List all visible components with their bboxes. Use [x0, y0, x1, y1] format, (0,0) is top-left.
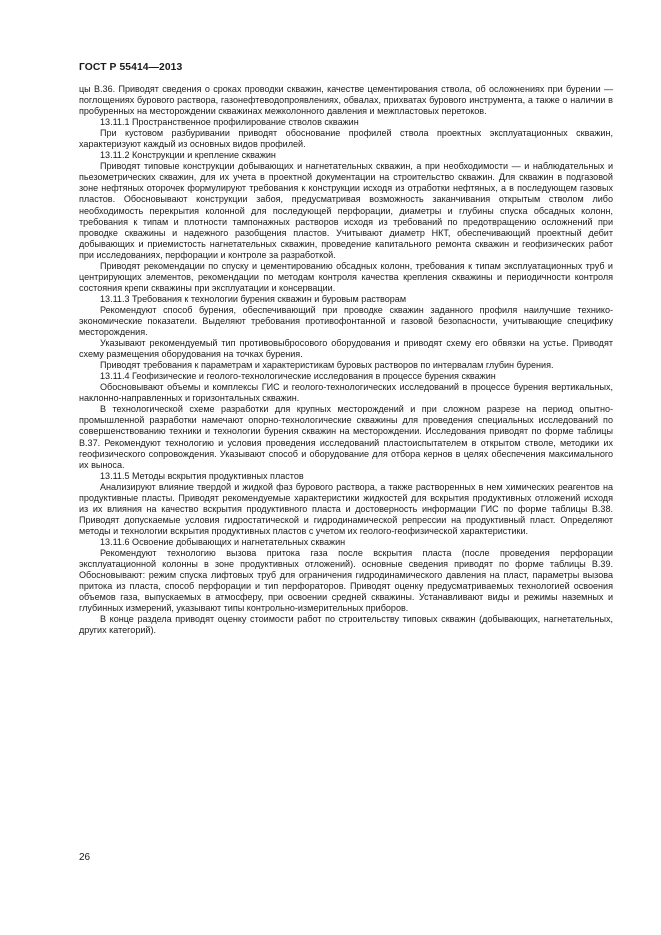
paragraph: В технологической схеме разработки для крупных месторождений и при сложном разрезе на период опытно-промышленной разработки намечают опорно-технологические скважины для проведения специальных исследований по совершенствованию техники и технологии бурения скважин на месторождении. Исследования приводят по форме таблицы В.37. Рекомендуют технологию и условия проведения исследований пластоиспытателем в открытом стволе, методики их геофизического сопровождения. Указывают способ и оборудование для отбора кернов в целях обеспечения максимального их выноса.: [79, 404, 613, 470]
paragraph: Приводят требования к параметрам и характеристикам буровых растворов по интервалам глубин бурения.: [100, 360, 554, 371]
paragraph: Приводят типовые конструкции добывающих и нагнетательных скважин, а при необходимости — и наблюдательных и пьезометрических скважин, для их учета в проектной документации на строительство скважин. Для скважин в подгазовой зоне нефтяных оторочек формулируют требования к конструкции исходя из отработки нефтяных, а в последующем газовых пластов. Обосновывают конструкции забоя, предусматривая возможность заканчивания открытым стволом либо необходимость перекрытия колонной для последующей перфорации, диаметры и глубины спуска обсадных колонн, требования к типам и плотности тампонажных растворов исходя из требований по предотвращению осложнений при проводке скважины и надежного разобщения пластов. Учитывают диаметр НКТ, обеспечивающий проектный дебит добывающих и приемистость нагнетательных скважин, проведение капитального ремонта скважин и геофизических работ при исследованиях, перфорации и контроле за разработкой.: [79, 161, 613, 260]
section-heading: 13.11.4 Геофизические и геолого-технологические исследования в процессе бурения скважин: [100, 371, 496, 382]
section-heading: 13.11.1 Пространственное профилирование стволов скважин: [100, 117, 359, 128]
section-heading: 13.11.3 Требования к технологии бурения скважин и буровым растворам: [100, 293, 407, 304]
section-heading: 13.11.2 Конструкции и крепление скважин: [100, 150, 276, 161]
paragraph: Указывают рекомендуемый тип противовыбросового оборудования и приводят схему его обвязки на устье. Приводят схему размещения оборудования на точках бурения.: [79, 338, 613, 360]
page-number: 26: [79, 852, 91, 863]
paragraph: Приводят рекомендации по спуску и цементированию обсадных колонн, требования к типам эксплуатационных труб и центрирующих элементов, рекомендации по методам контроля качества крепления скважины и периодичности контроля состояния крепи скважины при эксплуатации и консервации.: [79, 260, 613, 293]
paragraph: Анализируют влияние твердой и жидкой фаз бурового раствора, а также растворенных в нем химических реагентов на продуктивные пласты. Приводят рекомендуемые характеристики жидкостей для вскрытия продуктивных отложений исходя из их влияния на качество вскрытия продуктивного пласта и достоверность информации ГИС по форме таблицы В.38. Приводят допускаемые условия гидростатической и гидродинамической репрессии на продуктивный пласт. Определяют методы и технологии вскрытия продуктивных пластов с учетом их геолого-геофизической характеристики.: [79, 481, 613, 536]
paragraph: Рекомендуют технологию вызова притока газа после вскрытия пласта (после проведения перфорации эксплуатационной колонны в зоне продуктивных отложений). основные сведения приводят по форме таблицы В.39. Обосновывают: режим спуска лифтовых труб для ограничения гидродинамического давления на пласт, параметры вызова притока из пласта, способ перфорации и тип перфораторов. Приводят оценку предусматриваемых технологией освоения объемов газа, выпускаемых в атмосферу, при освоении средней скважины. Устанавливают виды и режимы наземных и глубинных измерений, указывают типы контрольно-измерительных приборов.: [79, 547, 613, 614]
section-heading: 13.11.5 Методы вскрытия продуктивных пластов: [100, 470, 304, 481]
paragraph: Рекомендуют способ бурения, обеспечивающий при проводке скважин заданного профиля наилучшие технико-экономические показатели. Выделяют требования противофонтанной и газовой безопасности, учитывающие специфику месторождения.: [79, 304, 613, 338]
document-body: [79, 84, 613, 636]
paragraph: При кустовом разбуривании приводят обоснование профилей ствола проектных эксплуатационных скважин, характеризуют каждый из основных видов профилей.: [79, 128, 613, 150]
paragraph: В конце раздела приводят оценку стоимости работ по строительству типовых скважин (добывающих, нагнетательных, других категорий).: [79, 614, 613, 636]
paragraph: цы В.36. Приводят сведения о сроках проводки скважин, качестве цементирования ствола, об осложнениях при бурении — поглощениях бурового раствора, газонефтеводопроявлениях, обвалах, прихватах бурового инструмента, а также о наличии в пробуренных на месторождении скважинах межколонного давления и межпластовых перетоков.: [79, 84, 613, 117]
section-heading: 13.11.6 Освоение добывающих и нагнетательных скважин: [100, 536, 346, 547]
paragraph: Обосновывают объемы и комплексы ГИС и геолого-технологических исследований в процессе бурения вертикальных, наклонно-направленных и горизонтальных скважин.: [79, 382, 613, 404]
standard-header: ГОСТ Р 55414—2013: [79, 62, 183, 73]
